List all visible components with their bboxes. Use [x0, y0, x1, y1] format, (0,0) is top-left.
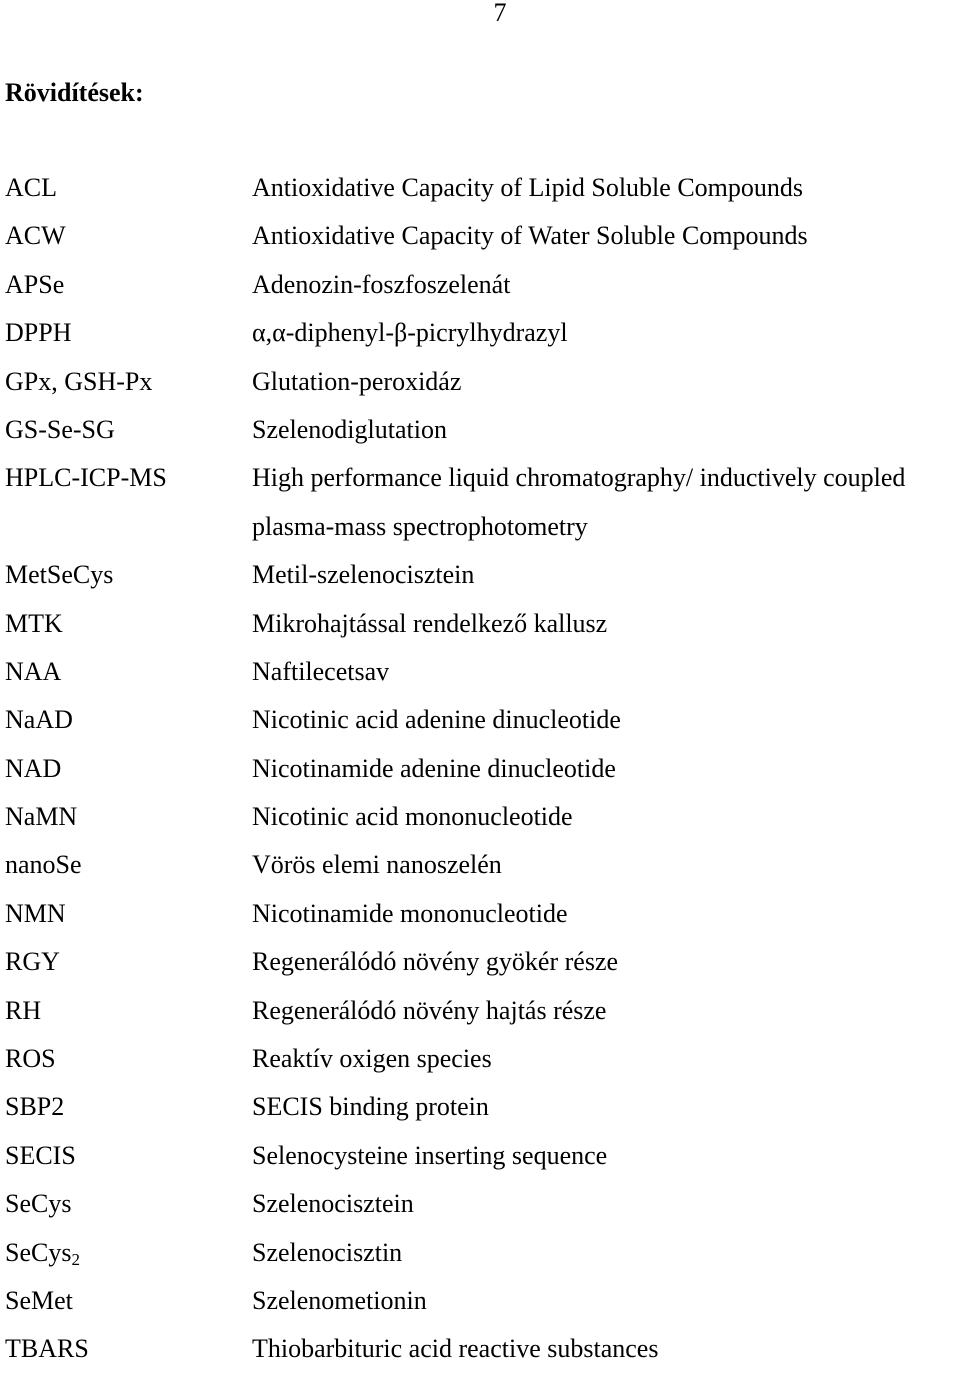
abbreviation-term	[5, 216, 66, 256]
abbreviation-term-text: SBP2	[5, 1092, 65, 1122]
abbreviation-definition: α,α-diphenyl-β-picrylhydrazyl	[252, 318, 568, 348]
abbreviation-term	[5, 410, 115, 450]
abbreviation-definition: Nicotinic acid mononucleotide	[252, 802, 573, 832]
abbreviation-row	[0, 652, 960, 700]
abbreviation-definition: Szelenodiglutation	[252, 414, 447, 444]
abbreviation-term-text: NaMN	[5, 802, 78, 832]
abbreviation-term-text: SECIS	[5, 1140, 76, 1170]
abbreviation-row	[0, 458, 960, 555]
abbreviation-row	[0, 894, 960, 942]
abbreviation-row	[0, 168, 960, 216]
abbreviation-row	[0, 555, 960, 603]
abbreviation-definition: Szelenocisztein	[252, 1189, 414, 1219]
abbreviation-definition: Nicotinamide adenine dinucleotide	[252, 753, 616, 783]
abbreviation-row	[0, 942, 960, 990]
abbreviation-row	[0, 991, 960, 1039]
abbreviation-row	[0, 1281, 960, 1329]
abbreviation-definition: Regenerálódó növény hajtás része	[252, 995, 607, 1025]
page-number: 7	[493, 0, 507, 27]
abbreviation-term	[5, 845, 82, 885]
abbreviation-term	[5, 894, 66, 934]
abbreviation-term	[5, 700, 73, 740]
abbreviation-term-text: DPPH	[5, 318, 72, 348]
abbreviation-term	[5, 942, 60, 982]
abbreviation-term	[5, 1233, 80, 1273]
abbreviation-definition: Antioxidative Capacity of Water Soluble Compounds	[252, 221, 808, 251]
abbreviation-row	[0, 1136, 960, 1184]
abbreviation-term-text: ACL	[5, 173, 57, 202]
abbreviation-definition: Selenocysteine inserting sequence	[252, 1140, 608, 1170]
abbreviation-term	[5, 1087, 64, 1127]
abbreviation-definition: Szelenocisztin	[252, 1237, 403, 1267]
abbreviation-term	[5, 652, 61, 692]
abbreviation-term-text: nanoSe	[5, 850, 82, 880]
abbreviation-term	[5, 1281, 73, 1321]
abbreviation-term-text: NaAD	[5, 705, 73, 735]
abbreviation-term-text: SeCys	[5, 1189, 72, 1219]
abbreviation-row	[0, 845, 960, 893]
abbreviation-definition: Naftilecetsav	[252, 656, 390, 686]
abbreviation-row	[0, 362, 960, 410]
abbreviation-definition: Szelenometionin	[252, 1286, 427, 1315]
abbreviation-definition: Adenozin-foszfoszelenát	[252, 269, 511, 299]
abbreviation-definition: Nicotinamide mononucleotide	[252, 898, 568, 928]
abbreviation-definition: High performance liquid chromatography/ inductively coupled plasma-mass spectrophotometry	[252, 463, 906, 541]
abbreviation-term-text: SeCys	[5, 1237, 72, 1267]
abbreviation-row	[0, 700, 960, 748]
abbreviation-term-text: RGY	[5, 947, 60, 977]
abbreviation-term-text: SeMet	[5, 1286, 73, 1315]
abbreviation-definition: Reaktív oxigen species	[252, 1044, 492, 1074]
abbreviation-term	[5, 313, 71, 353]
abbreviation-definition: Regenerálódó növény gyökér része	[252, 947, 619, 977]
abbreviation-list	[0, 168, 960, 1378]
abbreviation-term-text: MTK	[5, 608, 63, 638]
abbreviation-definition: Metil-szelenocisztein	[252, 560, 475, 590]
abbreviation-term	[5, 797, 77, 837]
abbreviation-definition: Thiobarbituric acid reactive substances	[252, 1334, 659, 1364]
abbreviation-term	[5, 1329, 89, 1369]
abbreviation-term	[5, 1136, 76, 1176]
abbreviation-definition: Mikrohajtással rendelkező kallusz	[252, 608, 608, 638]
abbreviation-term-text: GPx, GSH-Px	[5, 366, 153, 396]
abbreviation-term-text: NAA	[5, 656, 62, 686]
abbreviation-term-text: ACW	[5, 221, 66, 251]
abbreviation-term	[5, 555, 113, 595]
abbreviation-term-text: RH	[5, 995, 42, 1025]
abbreviation-term-text: NMN	[5, 898, 66, 928]
abbreviation-row	[0, 216, 960, 264]
abbreviation-term	[5, 168, 57, 208]
abbreviation-row	[0, 1233, 960, 1281]
abbreviation-term	[5, 458, 167, 498]
section-heading: Rövidítések:	[5, 78, 144, 107]
abbreviation-row	[0, 1039, 960, 1087]
abbreviation-row	[0, 313, 960, 361]
abbreviation-subscript: 2	[71, 1249, 80, 1269]
abbreviation-definition: SECIS binding protein	[252, 1092, 489, 1122]
abbreviation-term-text: APSe	[5, 269, 65, 299]
abbreviation-definition: Vörös elemi nanoszelén	[252, 850, 502, 880]
abbreviation-row	[0, 1184, 960, 1232]
abbreviation-definition: Nicotinic acid adenine dinucleotide	[252, 705, 621, 735]
abbreviation-term	[5, 362, 152, 402]
abbreviation-term	[5, 265, 64, 305]
abbreviation-row	[0, 410, 960, 458]
abbreviation-row	[0, 1329, 960, 1377]
abbreviation-row	[0, 604, 960, 652]
abbreviation-term-text: HPLC-ICP-MS	[5, 463, 167, 493]
abbreviation-definition: Glutation-peroxidáz	[252, 366, 462, 396]
abbreviation-term	[5, 1039, 56, 1079]
abbreviation-term-text: GS-Se-SG	[5, 414, 115, 444]
abbreviation-row	[0, 1087, 960, 1135]
abbreviation-row	[0, 749, 960, 797]
abbreviation-term-text: MetSeCys	[5, 560, 114, 590]
abbreviation-term	[5, 991, 41, 1031]
abbreviation-term	[5, 1184, 71, 1224]
abbreviation-term-text: ROS	[5, 1044, 56, 1074]
abbreviation-term	[5, 749, 61, 789]
abbreviation-term	[5, 604, 63, 644]
abbreviation-term-text: NAD	[5, 753, 62, 783]
abbreviation-row	[0, 797, 960, 845]
abbreviation-row	[0, 265, 960, 313]
abbreviation-definition: Antioxidative Capacity of Lipid Soluble Compounds	[252, 173, 804, 202]
abbreviation-term-text: TBARS	[5, 1334, 89, 1364]
